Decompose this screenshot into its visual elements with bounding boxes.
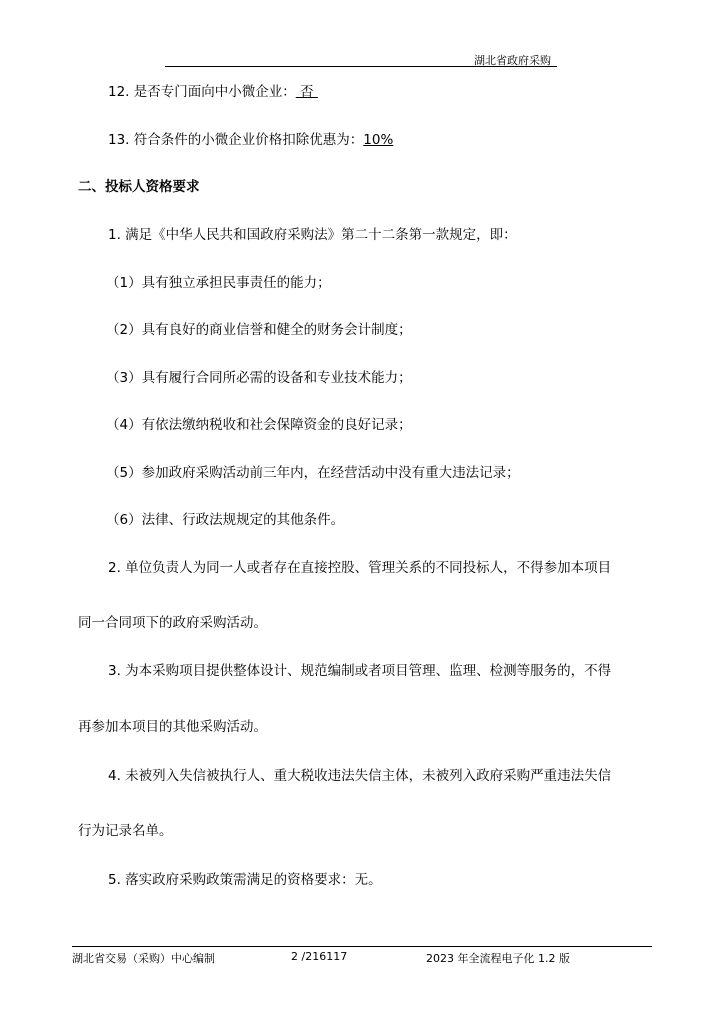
item-12 [108, 83, 318, 101]
paragraph-2-line-2: 同一合同项下的政府采购活动。 [78, 615, 267, 631]
paragraph-5: 5. 落实政府采购政策需满足的资格要求：无。 [108, 872, 382, 888]
paragraph-4-line-1: 4. 未被列入失信被执行人、重大税收违法失信主体，未被列入政府采购严重违法失信 [108, 768, 612, 784]
condition-6: （6）法律、行政法规规定的其他条件。 [106, 512, 345, 528]
paragraph-3-line-2: 再参加本项目的其他采购活动。 [78, 719, 267, 735]
header-org: 湖北省政府采购 [474, 54, 551, 67]
footer-publisher: 湖北省交易（采购）中心编制 [72, 952, 215, 965]
condition-4: （4）有依法缴纳税收和社会保障资金的良好记录； [106, 417, 412, 433]
footer-page-number: 2 /216117 [291, 950, 348, 963]
condition-2: （2）具有良好的商业信誉和健全的财务会计制度； [106, 322, 412, 338]
paragraph-4-line-2: 行为记录名单。 [78, 823, 173, 839]
paragraph-2-line-1: 2. 单位负责人为同一人或者存在直接控股、管理关系的不同投标人，不得参加本项目 [108, 560, 612, 576]
footer-version: 2023 年全流程电子化 1.2 版 [426, 952, 570, 965]
condition-3: （3）具有履行合同所必需的设备和专业技术能力； [106, 370, 412, 386]
paragraph-1: 1. 满足《中华人民共和国政府采购法》第二十二条第一款规定，即： [108, 227, 517, 243]
item-12-value: 否 [295, 84, 318, 100]
paragraph-3-line-1: 3. 为本采购项目提供整体设计、规范编制或者项目管理、监理、检测等服务的，不得 [108, 663, 612, 679]
item-13-value: 10% [363, 132, 394, 148]
footer-rule [72, 946, 652, 947]
item-13-label: 13. 符合条件的小微企业价格扣除优惠为： [108, 132, 364, 148]
section-title: 二、投标人资格要求 [78, 179, 200, 195]
item-12-label: 12. 是否专门面向中小微企业： [108, 84, 296, 100]
condition-1: （1）具有独立承担民事责任的能力； [106, 275, 331, 291]
item-13 [108, 131, 393, 149]
condition-5: （5）参加政府采购活动前三年内，在经营活动中没有重大违法记录； [106, 465, 520, 481]
